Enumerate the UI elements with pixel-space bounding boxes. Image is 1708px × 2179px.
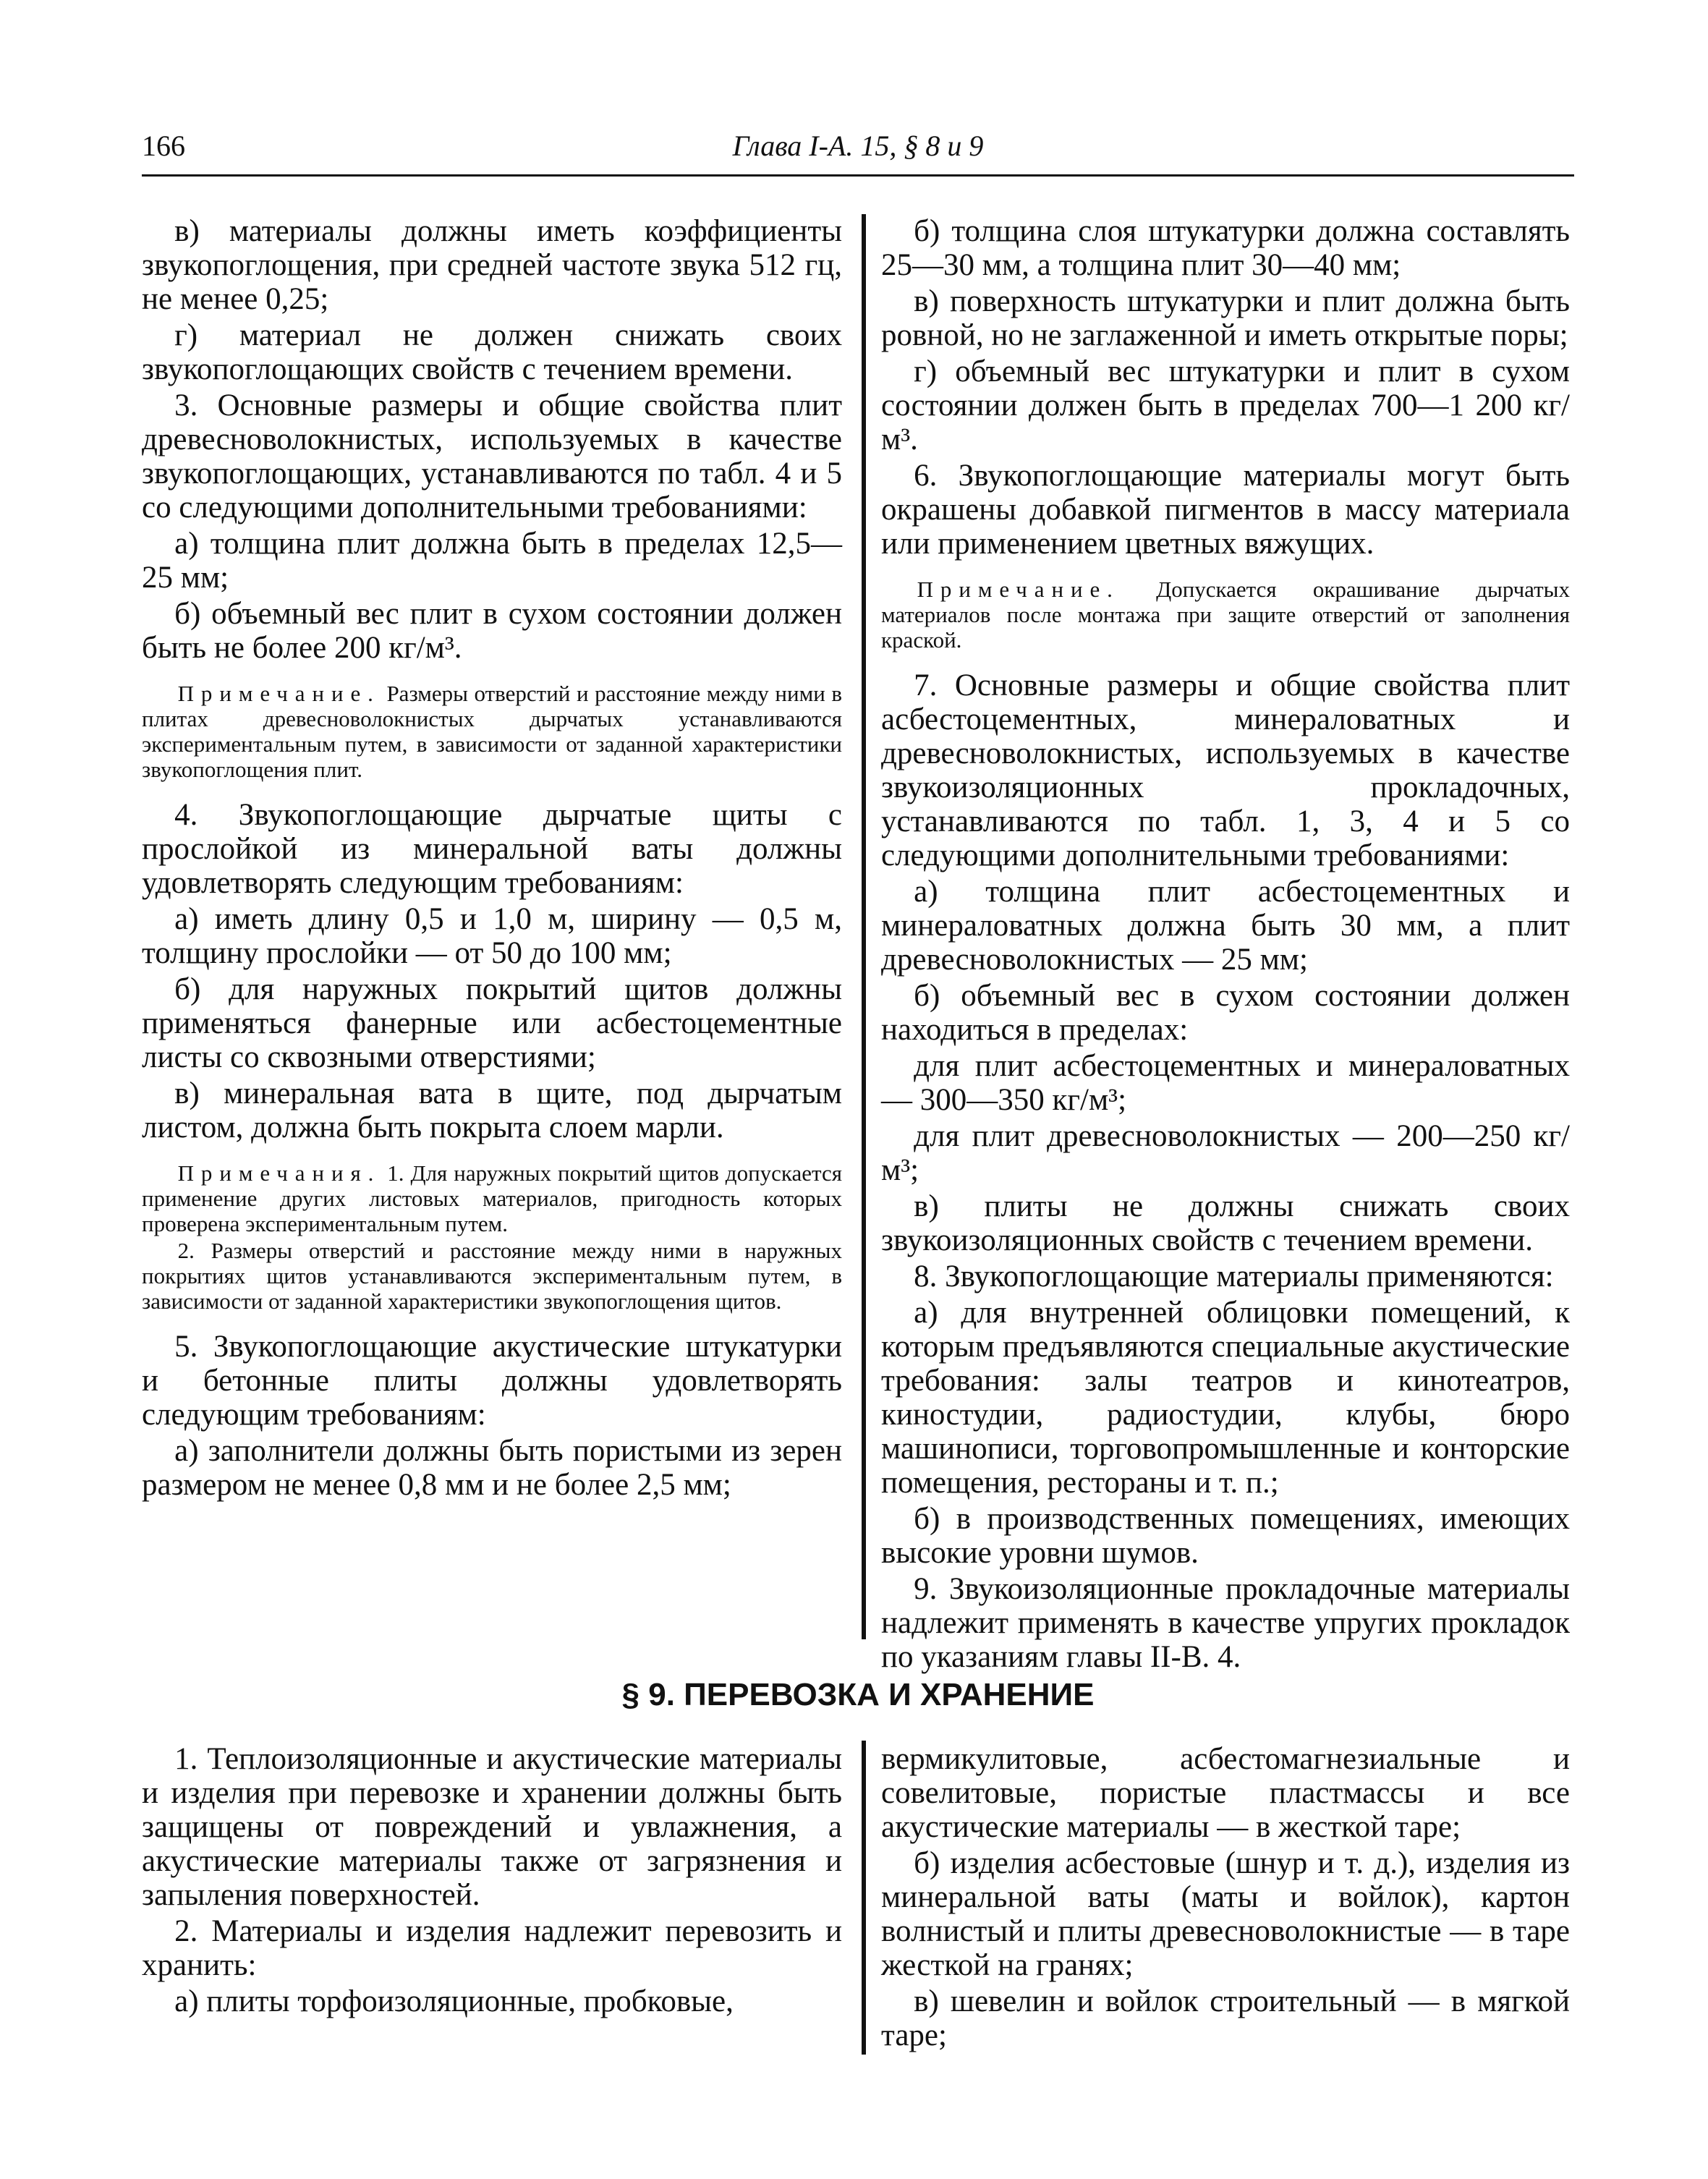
page-header: [142, 129, 1574, 169]
paragraph: а) толщина плит должна быть в пределах 12,5—25 мм;: [142, 527, 842, 595]
paragraph: 3. Основные размеры и общие свойства плит древесноволокнистых, используемых в качестве звукопоглощающих, устанавливаются по табл. 4 и 5 со следующими дополнительными требованиями:: [142, 388, 842, 524]
note-label: Примечания.: [177, 1160, 381, 1186]
note: 2. Размеры отверстий и расстояние между ними в наружных покрытиях щитов устанавливаются экспериментальным путем, в зависимости от заданной характеристики звукопоглощения щитов.: [142, 1238, 842, 1314]
paragraph: 4. Звукопоглощающие дырчатые щиты с прослойкой из минеральной ваты должны удовлетворять следующим требованиям:: [142, 798, 842, 900]
note: [142, 681, 842, 782]
paragraph: б) в производственных помещениях, имеющих высокие уровни шумов.: [881, 1502, 1570, 1570]
paragraph: а) иметь длину 0,5 и 1,0 м, ширину — 0,5 м, толщину прослойки — от 50 до 100 мм;: [142, 902, 842, 970]
paragraph: в) шевелин и войлок строительный — в мягкой таре;: [881, 1984, 1570, 2052]
lower-right-column: [881, 1742, 1570, 2068]
paragraph: г) объемный вес штукатурки и плит в сухом состоянии должен быть в пределах 700—1 200 кг/м³.: [881, 354, 1570, 456]
paragraph: в) минеральная вата в щите, под дырчатым листом, должна быть покрыта слоем марли.: [142, 1076, 842, 1144]
paragraph: а) плиты торфоизоляционные, пробковые,: [174, 1984, 734, 2018]
paragraph: а) для внутренней облицовки помещений, к которым предъявляются специальные акустические требования: залы театров и кинотеатров, киностудии, радиостудии, клубы, бюро машинописи, торговопромышленные и конторские помещения, рестораны и т. п.;: [881, 1296, 1570, 1500]
paragraph: в) поверхность штукатурки и плит должна быть ровной, но не заглаженной и иметь открытые поры;: [881, 284, 1570, 352]
note: [142, 1160, 842, 1236]
paragraph: вермикулитовые, асбестомагнезиальные и совелитовые, пористые пластмассы и все акустические материалы — в жесткой таре;: [881, 1742, 1570, 1844]
paragraph: 1. Теплоизоляционные и акустические материалы и изделия при перевозке и хранении должны быть защищены от повреждений и увлажнения, а акустические материалы также от загрязнения и запыления поверхностей.: [142, 1742, 842, 1912]
paragraph: а) толщина плит асбестоцементных и минераловатных должна быть 30 мм, а плит древесноволокнистых — 25 мм;: [881, 875, 1570, 977]
note-text: Допускается окрашивание дырчатых материалов после монтажа при защите отверстий от заполнения краской.: [881, 577, 1570, 653]
paragraph: б) для наружных покрытий щитов должны применяться фанерные или асбестоцементные листы со сквозными отверстиями;: [142, 972, 842, 1074]
paragraph: а) заполнители должны быть пористыми из зерен размером не менее 0,8 мм и не более 2,5 мм;: [142, 1434, 842, 1502]
page-number: 166: [142, 129, 185, 162]
header-rule: [142, 174, 1574, 177]
paragraph: в) материалы должны иметь коэффициенты звукопоглощения, при средней частоте звука 512 гц, не менее 0,25;: [142, 214, 842, 316]
upper-right-column: [881, 214, 1570, 1674]
paragraph: для плит древесноволокнистых — 200—250 кг/м³;: [881, 1119, 1570, 1187]
paragraph: 6. Звукопоглощающие материалы могут быть окрашены добавкой пигментов в массу материала или применением цветных вяжущих.: [881, 459, 1570, 561]
paragraph: 2. Материалы и изделия надлежит перевозить и хранить:: [142, 1914, 842, 1982]
paragraph: для плит асбестоцементных и минераловатных — 300—350 кг/м³;: [881, 1049, 1570, 1117]
column-divider: [862, 214, 866, 1639]
paragraph: б) объемный вес в сухом состоянии должен находиться в пределах:: [881, 979, 1570, 1047]
section-title: § 9. ПЕРЕВОЗКА И ХРАНЕНИЕ: [621, 1677, 1095, 1712]
paragraph: г) материал не должен снижать своих звукопоглощающих свойств с течением времени.: [142, 318, 842, 386]
paragraph: б) изделия асбестовые (шнур и т. д.), изделия из минеральной ваты (маты и войлок), картон волнистый и плиты древесноволокнистые — в таре жесткой на гранях;: [881, 1846, 1570, 1982]
note-text: 1. Для наружных покрытий щитов допускается применение других листовых материалов, пригодность которых проверена экспериментальным путем.: [142, 1160, 842, 1236]
upper-left-column: [142, 214, 842, 1639]
paragraph: 9. Звукоизоляционные прокладочные материалы надлежит применять в качестве упругих прокладок по указаниям главы II-B. 4.: [881, 1572, 1570, 1674]
paragraph: 5. Звукопоглощающие акустические штукатурки и бетонные плиты должны удовлетворять следующим требованиям:: [142, 1330, 842, 1432]
paragraph: 7. Основные размеры и общие свойства плит асбестоцементных, минераловатных и древесноволокнистых, используемых в качестве звукоизоляционных прокладочных, устанавливаются по табл. 1, 3, 4 и 5 со следующими дополнительными требованиями:: [881, 668, 1570, 872]
note-label: Примечание.: [917, 577, 1120, 602]
note-text: Размеры отверстий и расстояние между ними в плитах древесноволокнистых дырчатых устанавливаются экспериментальным путем, в зависимости от заданной характеристики звукопоглощения плит.: [142, 681, 843, 782]
lower-left-column: [142, 1742, 842, 2068]
column-divider: [862, 1741, 866, 2055]
paragraph: 8. Звукопоглощающие материалы применяются:: [914, 1260, 1554, 1294]
note: [881, 577, 1570, 653]
paragraph: б) объемный вес плит в сухом состоянии должен быть не более 200 кг/м³.: [142, 597, 842, 665]
paragraph: в) плиты не должны снижать своих звукоизоляционных свойств с течением времени.: [881, 1189, 1570, 1257]
running-title: Глава I-A. 15, § 8 и 9: [732, 129, 984, 162]
paragraph: б) толщина слоя штукатурки должна составлять 25—30 мм, а толщина плит 30—40 мм;: [881, 214, 1570, 282]
note-label: Примечание.: [177, 681, 381, 706]
